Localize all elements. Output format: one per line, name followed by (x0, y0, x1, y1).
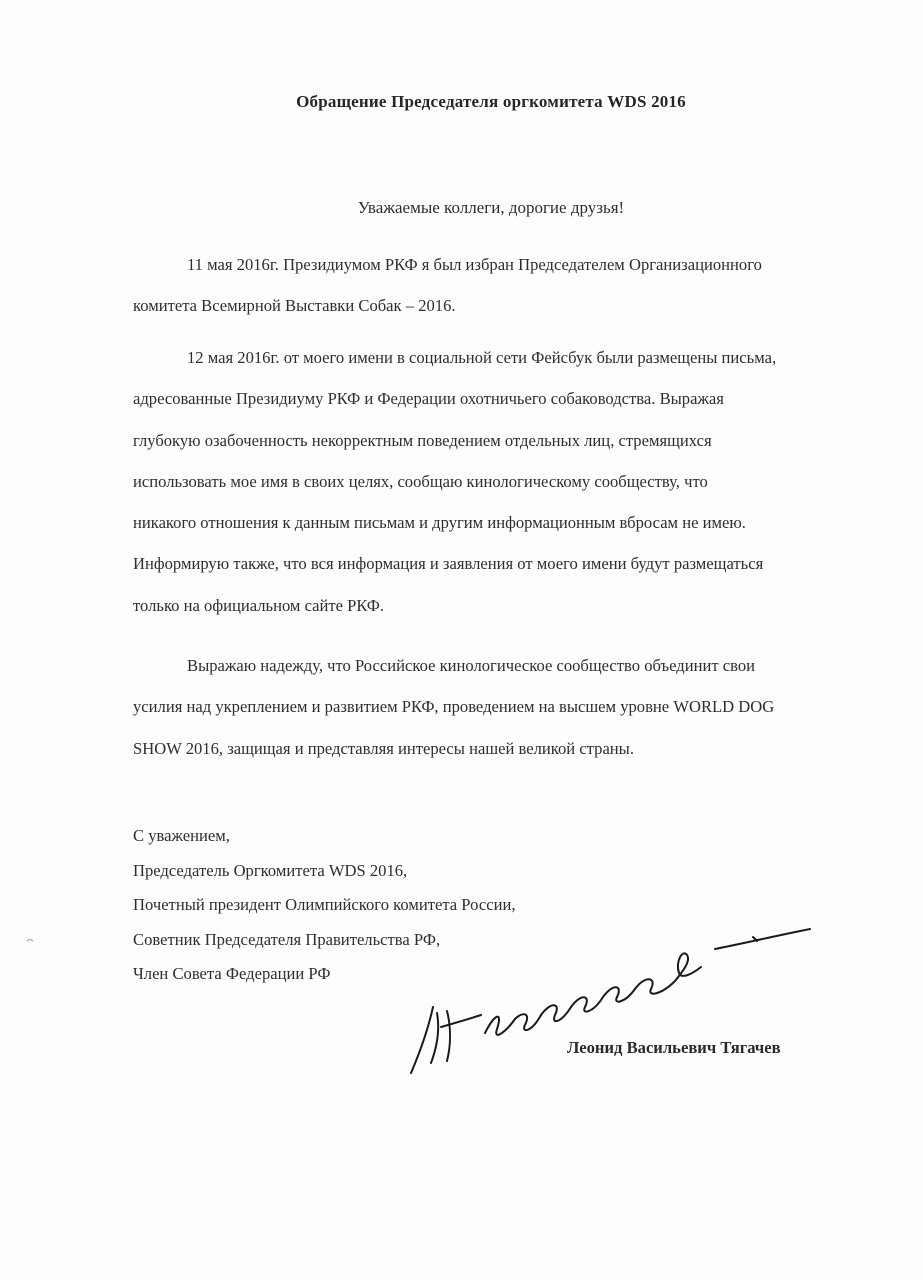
closing-line: Председатель Оргкомитета WDS 2016, (133, 860, 408, 880)
closing-line: Советник Председателя Правительства РФ, (133, 929, 441, 949)
paragraph-2-line: только на официальном сайте РКФ. (133, 595, 384, 615)
closing-line: Почетный президент Олимпийского комитета России, (133, 895, 516, 914)
paragraph-1-line: комитета Всемирной Выставки Собак – 2016. (133, 296, 456, 316)
paragraph-3-line: усилия над укреплением и развитием РКФ, проведением на высшем уровне WORLD DOG (133, 697, 775, 717)
paragraph-2 (133, 337, 833, 626)
paragraph-2-line: 12 мая 2016г. от моего имени в социальной сети Фейсбук были размещены письма, (187, 348, 777, 367)
letter-greeting: Уважаемые коллеги, дорогие друзья! (357, 198, 625, 217)
paragraph-3-line: SHOW 2016, защищая и представляя интересы нашей великой страны. (133, 738, 634, 758)
letter-title: Обращение Председателя оргкомитета WDS 2016 (296, 92, 686, 111)
paragraph-2-line: использовать мое имя в своих целях, сообщаю кинологическому сообществу, что (133, 471, 708, 491)
paragraph-2-line: глубокую озабоченность некорректным поведением отдельных лиц, стремящихся (133, 430, 712, 450)
paragraph-1 (133, 244, 833, 327)
handwritten-signature (385, 915, 825, 1085)
closing-line: Член Совета Федерации РФ (133, 964, 331, 983)
closing-line: С уважением, (133, 826, 230, 845)
paragraph-1-line: 11 мая 2016г. Президиумом РКФ я был избран Председателем Организационного (187, 255, 762, 274)
signer-name: Леонид Васильевич Тягачев (567, 1038, 781, 1057)
paragraph-3 (133, 645, 833, 769)
paragraph-2-line: адресованные Президиуму РКФ и Федерации охотничьего собаководства. Выражая (133, 389, 724, 409)
scan-speck (26, 938, 34, 944)
paragraph-2-line: Информирую также, что вся информация и заявления от моего имени будут размещаться (133, 554, 764, 574)
paragraph-2-line: никакого отношения к данным письмам и другим информационным вбросам не имею. (133, 513, 746, 533)
paragraph-3-line: Выражаю надежду, что Российское кинологическое сообщество объединит свои (187, 656, 756, 675)
